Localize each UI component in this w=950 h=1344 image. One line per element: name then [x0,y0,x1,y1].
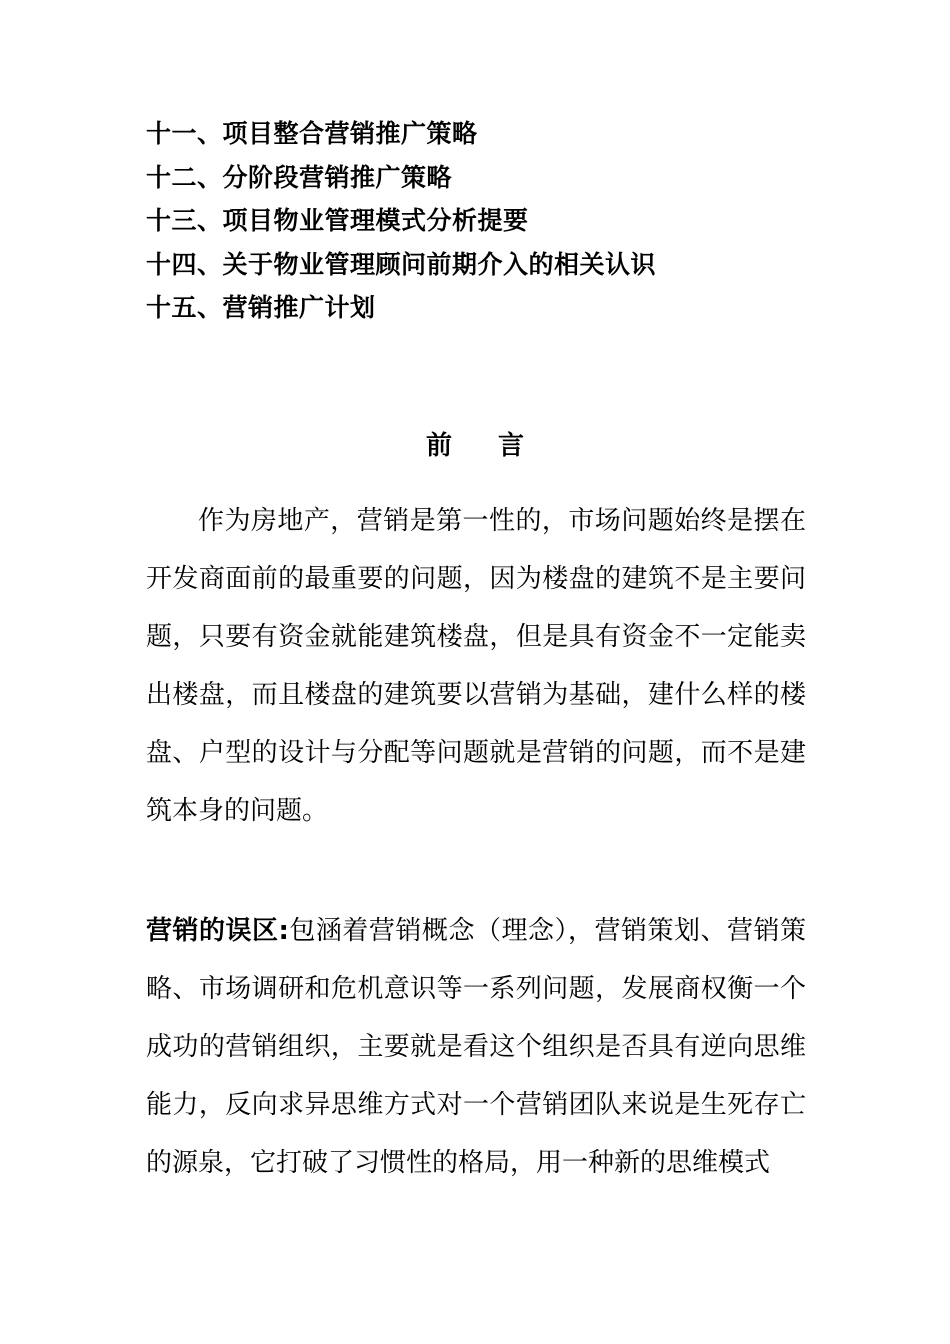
toc-item-12: 十二、分阶段营销推广策略 [146,162,453,192]
preface-heading-char-2: 言 [498,431,525,461]
marketing-myth-colon: : [278,916,289,946]
table-of-contents [146,112,656,330]
toc-item-11: 十一、项目整合营销推广策略 [146,119,478,148]
toc-item-14: 十四、关于物业管理顾问前期介入的相关认识 [146,249,657,279]
preface-paragraph: 作为房地产，营销是第一性的，市场问题始终是摆在开发商面前的最重要的问题，因为楼盘的建筑不是主要问题，只要有资金就能建筑楼盘，但是具有资金不一定能卖出楼盘，而且楼盘的建筑要以营销为基础，建什么样的楼盘、户型的设计与分配等问题就是营销的问题，而不是建筑本身的问题。 [146,506,806,826]
marketing-myth-paragraph [146,902,806,1192]
marketing-myth-label: 营销的误区 [146,916,279,946]
marketing-myth-body: 包涵着营销概念（理念），营销策划、营销策略、市场调研和危机意识等一系列问题，发展商权衡一个成功的营销组织，主要就是看这个组织是否具有逆向思维能力，反向求异思维方式对一个营销团队来说是生死存亡的源泉，它打破了习惯性的格局，用一种新的思维模式 [146,916,806,1178]
toc-item-15: 十五、营销推广计划 [146,293,376,322]
preface-heading [0,424,950,468]
preface-heading-char-1: 前 [425,431,452,461]
toc-item-13: 十三、项目物业管理模式分析提要 [146,206,529,235]
